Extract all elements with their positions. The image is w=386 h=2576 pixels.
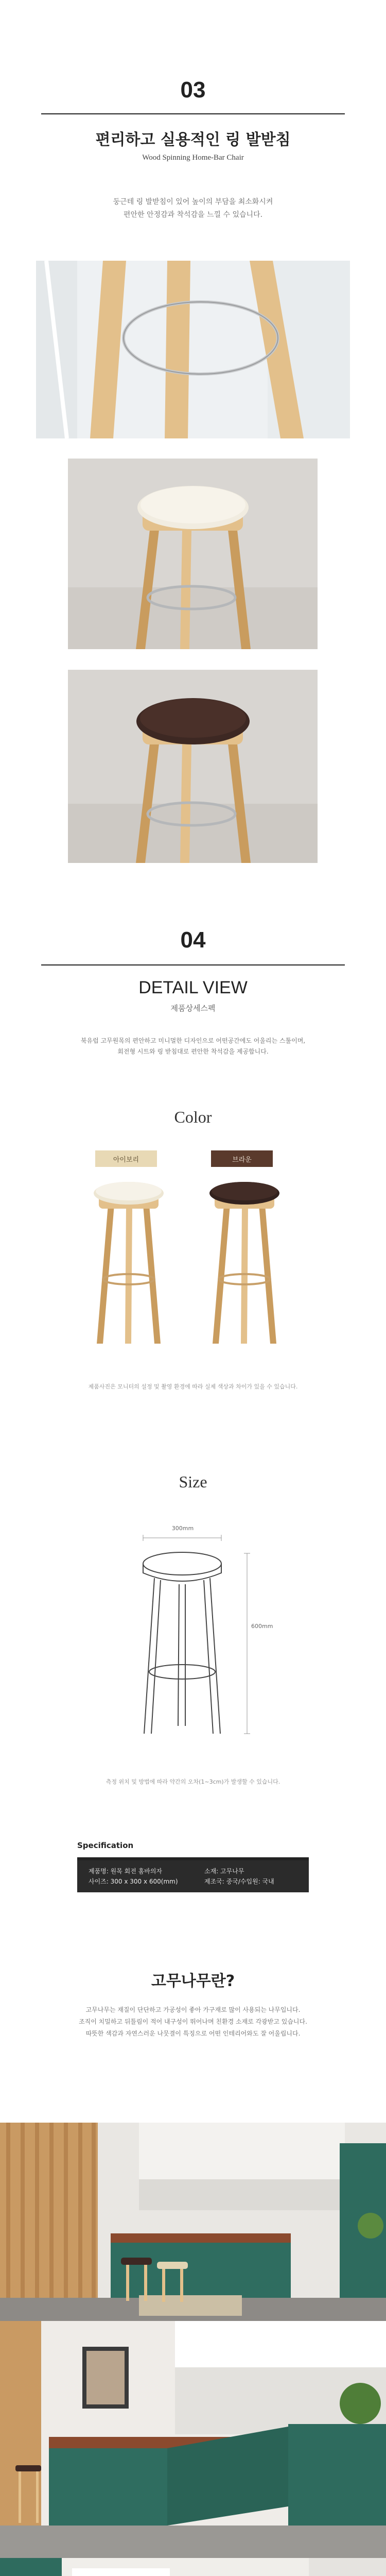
color-note: 제품사진은 모니터의 설정 및 촬영 환경에 따라 실제 색상과 차이가 있을 수 있습니다.: [88, 1383, 298, 1390]
section-number-03: 03: [180, 77, 206, 103]
spec-value: 제품명: 원목 회전 홈바의자: [89, 1867, 162, 1875]
spec-cell-left: [77, 1860, 193, 1892]
section-number-04: 04: [180, 927, 206, 953]
description-line: 북유럽 고무원목의 편안하고 미니멀한 디자인으로 어떤공간에도 어울리는 스툴이며,: [80, 1037, 306, 1044]
color-swatch-ivory: 아이보리: [95, 1150, 157, 1167]
detail-view-title: DETAIL VIEW: [138, 978, 248, 997]
detail-view-subtitle: 제품상세스펙: [170, 1004, 216, 1013]
section-title: 편리하고 실용적인 링 발받침: [95, 131, 291, 149]
description-line: 회전형 시트와 링 받침대로 편안한 착석감을 제공합니다.: [117, 1048, 269, 1055]
color-heading: Color: [174, 1108, 212, 1126]
spec-value: 제조국: 중국/수입원: 국내: [204, 1878, 274, 1885]
spec-table: [77, 1860, 309, 1892]
description-line: 둥근테 링 발받침이 있어 높이의 부담을 최소화시켜: [113, 198, 273, 206]
divider: [41, 113, 345, 114]
spec-row: [77, 1860, 309, 1892]
spec-value: 소재: 고무나무: [204, 1867, 244, 1875]
ivory-stool-photo: [68, 459, 318, 649]
rubberwood-paragraph: [0, 2004, 386, 2039]
color-swatch-brown: 브라운: [211, 1150, 273, 1167]
description-line: 편안한 안정감과 착석감을 느낄 수 있습니다.: [123, 210, 263, 219]
paragraph-line: 조직이 치밀하고 뒤틀림이 적어 내구성이 뛰어나며 친환경 소재로 각광받고 있습니다.: [79, 2018, 307, 2025]
brown-stool-photo: [68, 670, 318, 863]
stool-legs-closeup-photo: [36, 261, 350, 438]
spec-cell-right: [193, 1860, 309, 1892]
width-label: 300mm: [171, 1525, 194, 1532]
height-label: 600mm: [251, 1623, 273, 1630]
section-subtitle: Wood Spinning Home-Bar Chair: [142, 154, 244, 162]
paragraph-line: 고무나무는 재질이 단단하고 가공성이 좋아 가구재로 많이 사용되는 나무입니다.: [85, 2006, 301, 2013]
rubberwood-heading: 고무나무란?: [151, 1972, 235, 1990]
ivory-stool-product: [90, 1168, 167, 1346]
divider: [41, 964, 345, 965]
size-heading: Size: [179, 1472, 207, 1491]
detail-description: [0, 1036, 386, 1057]
spec-value: 사이즈: 300 x 300 x 600(mm): [89, 1878, 178, 1885]
kitchen-scene-photo-2: [0, 2321, 386, 2558]
size-note: 측정 위치 및 방법에 따라 약간의 오차(1~3cm)가 발생할 수 있습니다.: [106, 1778, 280, 1785]
section-description: [0, 196, 386, 221]
brown-stool-product: [206, 1168, 283, 1346]
kitchen-scene-photo-3: [0, 2558, 386, 2576]
size-diagram: [129, 1522, 293, 1739]
specification-heading: Specification: [77, 1841, 134, 1850]
kitchen-scene-photo-1: [0, 2123, 386, 2321]
paragraph-line: 따뜻한 색감과 자연스러운 나뭇결이 특징으로 어떤 인테리어와도 잘 어울립니다.: [85, 2029, 301, 2037]
